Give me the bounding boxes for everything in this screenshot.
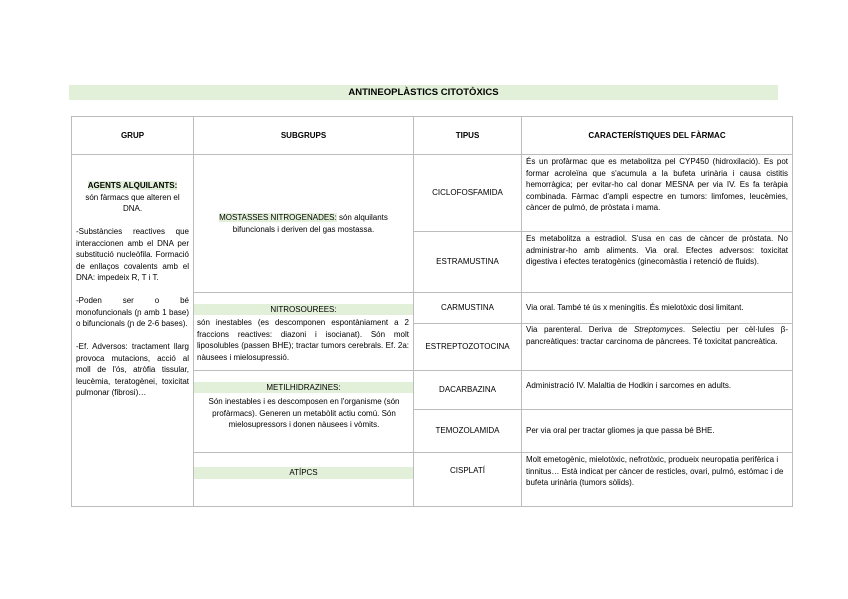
header-caracteristiques: CARACTERÍSTIQUES DEL FÀRMAC bbox=[588, 130, 726, 140]
header-grup: GRUP bbox=[120, 130, 145, 140]
drug-description-italic: Streptomyces bbox=[633, 325, 683, 334]
group-name: AGENTS ALQUILANTS: bbox=[87, 181, 178, 190]
header-subgrups: SUBGRUPS bbox=[280, 130, 327, 140]
drug-description bbox=[526, 324, 788, 347]
page-title: ANTINEOPLÀSTICS CITOTÒXICS bbox=[69, 85, 778, 100]
drug-name: CISPLATÍ bbox=[450, 466, 485, 476]
subgroup-atipics-name: ATÍPCS bbox=[194, 467, 413, 479]
drug-description: Administració IV. Malaltia de Hodkin i sarcomes en adults. bbox=[526, 381, 732, 391]
drug-description: És un profàrmac que es metabolitza pel CYP450 (hidroxilació). Es pot formar acroleïna que s'acumula a la bufeta urinària i causa cistitis hemorràgica; per evitar-ho cal donar MESNA per via IV. Es fa teràpia combinada. Fàrmac d'ampli espectre en tumors: limfomes, leucèmies, càncer de pulmó, de pròstata i mama. bbox=[526, 157, 788, 212]
drug-description-part: Via parenteral. Deriva de bbox=[526, 325, 634, 334]
drug-name: ESTREPTOZOTOCINA bbox=[425, 342, 510, 352]
table-border-right bbox=[792, 116, 793, 507]
drug-description: Via oral. També té ús x meningitis. És mielotòxic dosi limitant. bbox=[526, 303, 744, 313]
group-paragraph: -Poden ser o bé monofuncionals (ɲ amb 1 base) o bifuncionals (ɲ de 2-6 bases). bbox=[76, 296, 189, 328]
drug-name: TEMOZOLAMIDA bbox=[435, 426, 500, 436]
header-tipus: TIPUS bbox=[455, 130, 480, 140]
group-paragraph: -Ef. Adversos: tractament llarg provoca mutacions, acció al moll de l'ós, atròfia tissular, leucèmia, teratogènei, toxicitat pulmonar (fibrosi)… bbox=[76, 342, 189, 397]
row-divider bbox=[193, 370, 414, 371]
drug-name: ESTRAMUSTINA bbox=[436, 257, 499, 267]
row-divider bbox=[193, 452, 414, 453]
subgroup-nitrosourees-name: NITROSOUREES: bbox=[194, 304, 413, 315]
group-paragraph: -Substàncies reactives que interaccionen amb el DNA per substitució nucleòfila. Formació de enllaços covalents amb el DNA: impedeix R, T i T. bbox=[76, 227, 189, 282]
drug-name: DACARBAZINA bbox=[439, 385, 496, 395]
table-border-left bbox=[71, 116, 72, 507]
drug-name: CARMUSTINA bbox=[441, 303, 494, 313]
drug-description: Es metabolitza a estradiol. S'usa en cas de càncer de pròstata. No administrar-ho amb aliments. Via oral. Efectes adversos: toxicitat digestiva i efectes teratogènics (ginecomàstia i retenció de fluids). bbox=[526, 234, 788, 266]
drug-name: CICLOFOSFAMIDA bbox=[432, 188, 503, 198]
subgroup-nitrosourees-desc: són inestables (es descomponen espontàniament a 2 fraccions reactives: diazoni i isocianat). Són molt liposolubles (passen BHE); tractar tumors cerebrals. Ef. 2a: nàusees i mielosupressió. bbox=[197, 318, 409, 362]
table-border-col3 bbox=[521, 116, 522, 507]
subgroup-mostasses bbox=[198, 155, 409, 292]
drug-description: Per via oral per tractar gliomes ja que passa bé BHE. bbox=[526, 426, 715, 436]
table-border-bottom bbox=[71, 506, 793, 507]
subgroup-metilhidrazines-name: METILHIDRAZINES: bbox=[194, 382, 413, 393]
drug-description: Molt emetogènic, mielotòxic, nefrotòxic, produeix neuropatia perifèrica i tinnitus… Està indicat per càncer de resticles, ovari, pulmó, estómac i de bufeta urinària (tumors sòlids). bbox=[526, 455, 784, 487]
drug-description-part: . Selectiu per cèl·lules β-pancreàtiques: tractar carcinoma de pàncrees. Té toxicitat pancreàtica. bbox=[526, 325, 788, 346]
subgroup-metilhidrazines-desc: Són inestables i es descomposen en l'organisme (són profàrmacs). Generen un metabòlit actiu comú. Són mielosupressors i donen nàusees i vòmits. bbox=[208, 397, 400, 429]
subgroup-mostasses-name: MOSTASSES NITROGENADES: bbox=[219, 213, 337, 222]
subgroup-mostasses-desc: són alquilants bifuncionals i deriven del gas mostassa. bbox=[232, 213, 388, 234]
group-cell bbox=[76, 180, 189, 399]
row-divider bbox=[193, 292, 414, 293]
group-description: són fàrmacs que alteren el DNA. bbox=[85, 192, 180, 213]
